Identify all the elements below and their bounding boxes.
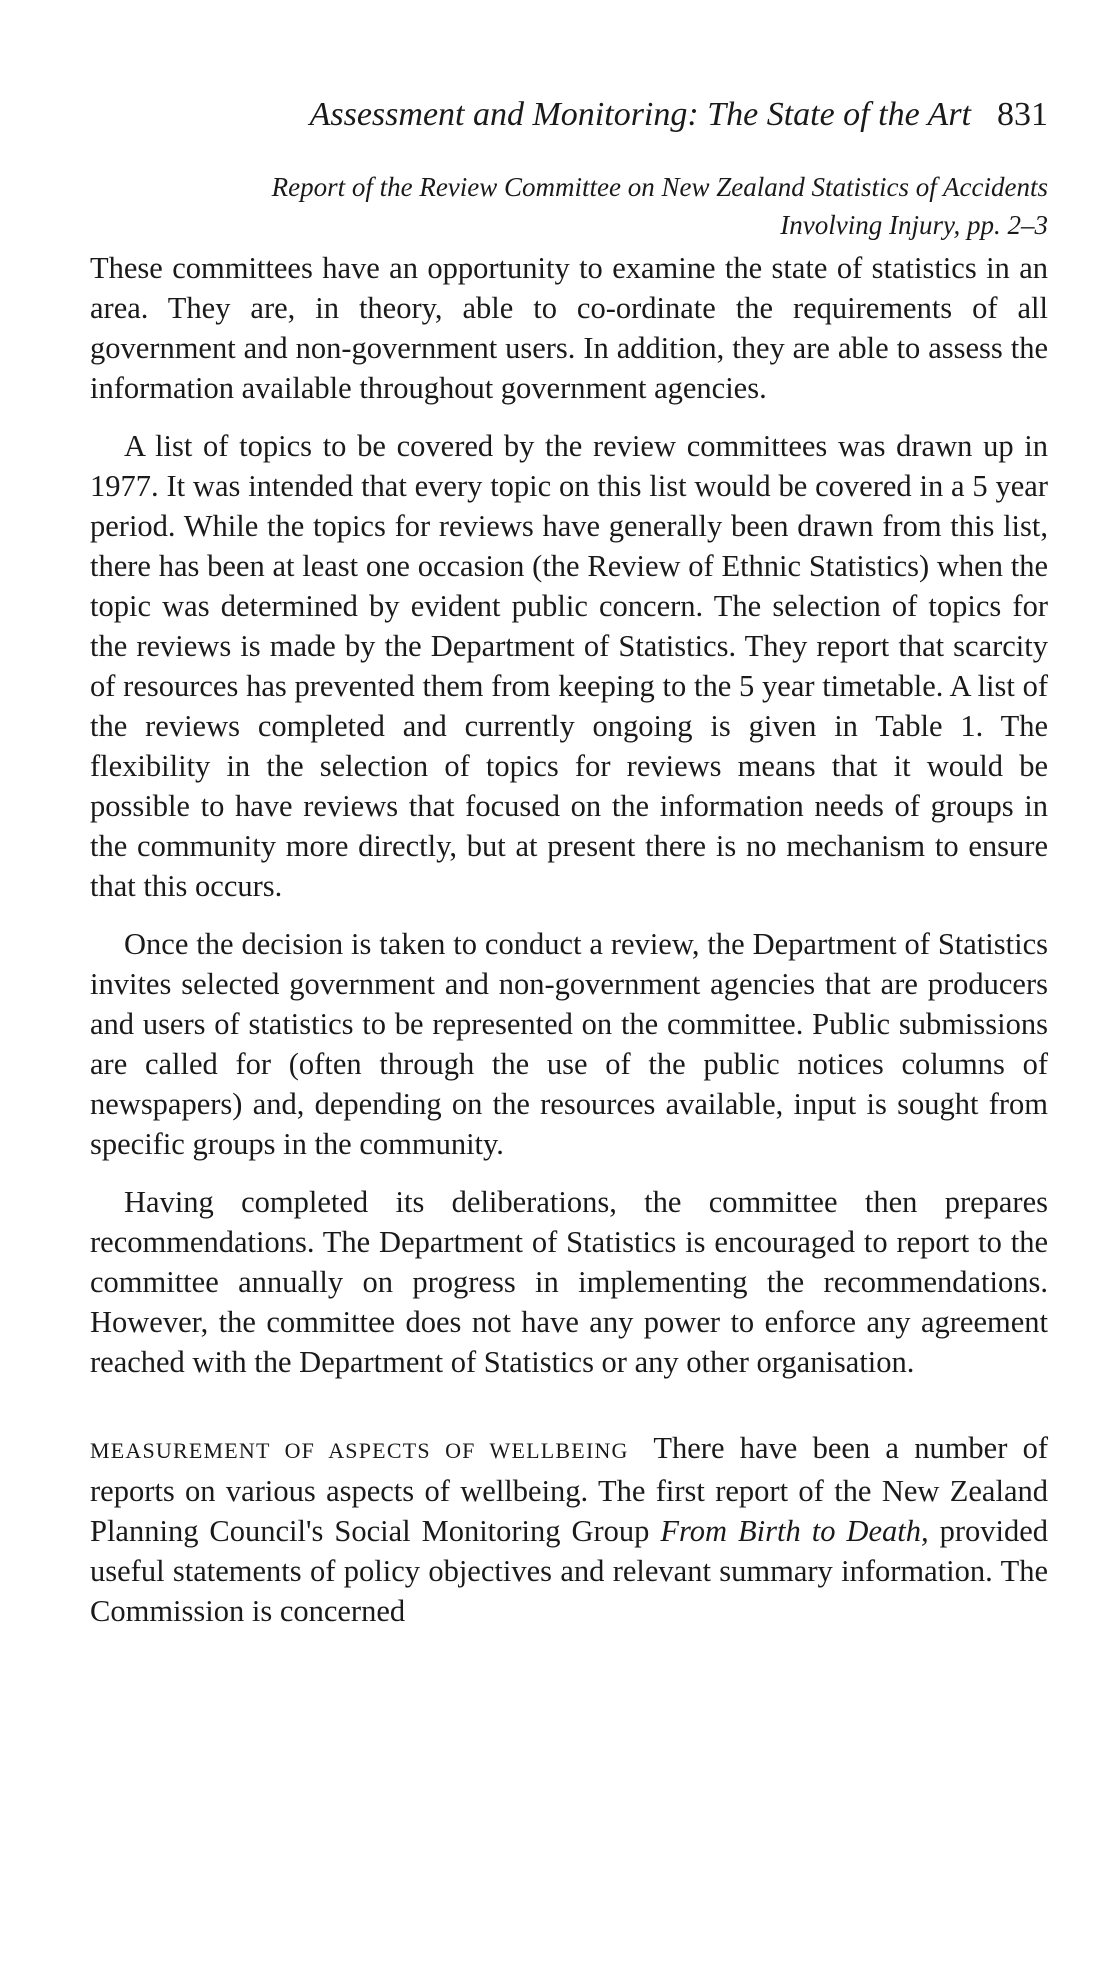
paragraph-1: These committees have an opportunity to examine the state of statistics in an area. They are, in theory, able to co-ordinate the requirements of all government and non-government users. In addition, they are able to assess the information available throughout government agencies. xyxy=(90,251,1048,405)
paragraph-3: Once the decision is taken to conduct a review, the Department of Statistics invites selected government and non-government agencies that are producers and users of statistics to be represented on the committee. Public submissions are called for (often through the use of the public notices columns of newspapers) and, depending on the resources available, input is sought from specific groups in the community. xyxy=(90,927,1048,1161)
running-title: Assessment and Monitoring: The State of the Art xyxy=(309,96,971,133)
source-reference-line-1: Report of the Review Committee on New Zealand Statistics of Accidents xyxy=(271,172,1048,202)
paragraph-5-text-2: provided useful statements of policy objectives and relevant summary information. The Commission is concerned xyxy=(90,1514,1048,1628)
paragraph-5 xyxy=(90,1428,1048,1631)
source-reference-line-2: Involving Injury, pp. 2–3 xyxy=(780,210,1048,240)
paragraph-4: Having completed its deliberations, the committee then prepares recommendations. The Department of Statistics is encouraged to report to the committee annually on progress in implementing the recommendations. However, the committee does not have any power to enforce any agreement reached with the Department of Statistics or any other organisation. xyxy=(90,1185,1048,1379)
section-heading: MEASUREMENT OF ASPECTS OF WELLBEING xyxy=(90,1438,629,1463)
paragraph-2: A list of topics to be covered by the review committees was drawn up in 1977. It was intended that every topic on this list would be covered in a 5 year period. While the topics for reviews have generally been drawn from this list, there has been at least one occasion (the Review of Ethnic Statistics) when the topic was determined by evident public concern. The selection of topics for the reviews is made by the Department of Statistics. They report that scarcity of resources has prevented them from keeping to the 5 year timetable. A list of the reviews completed and currently ongoing is given in Table 1. The flexibility in the selection of topics for reviews means that it would be possible to have reviews that focused on the information needs of groups in the community more directly, but at present there is no mechanism to ensure that this occurs. xyxy=(90,429,1048,903)
source-reference xyxy=(272,168,1048,244)
paragraph-5-text-1: There have been a number of reports on various aspects of wellbeing. The first report of the New Zealand Planning Council's Social Monitoring Group xyxy=(90,1431,1049,1548)
page-number: 831 xyxy=(997,96,1048,133)
body-text xyxy=(90,248,1048,1649)
paragraph-5-italic-title: From Birth to Death, xyxy=(660,1514,929,1548)
running-head xyxy=(310,96,1048,134)
document-page xyxy=(90,0,1048,1961)
